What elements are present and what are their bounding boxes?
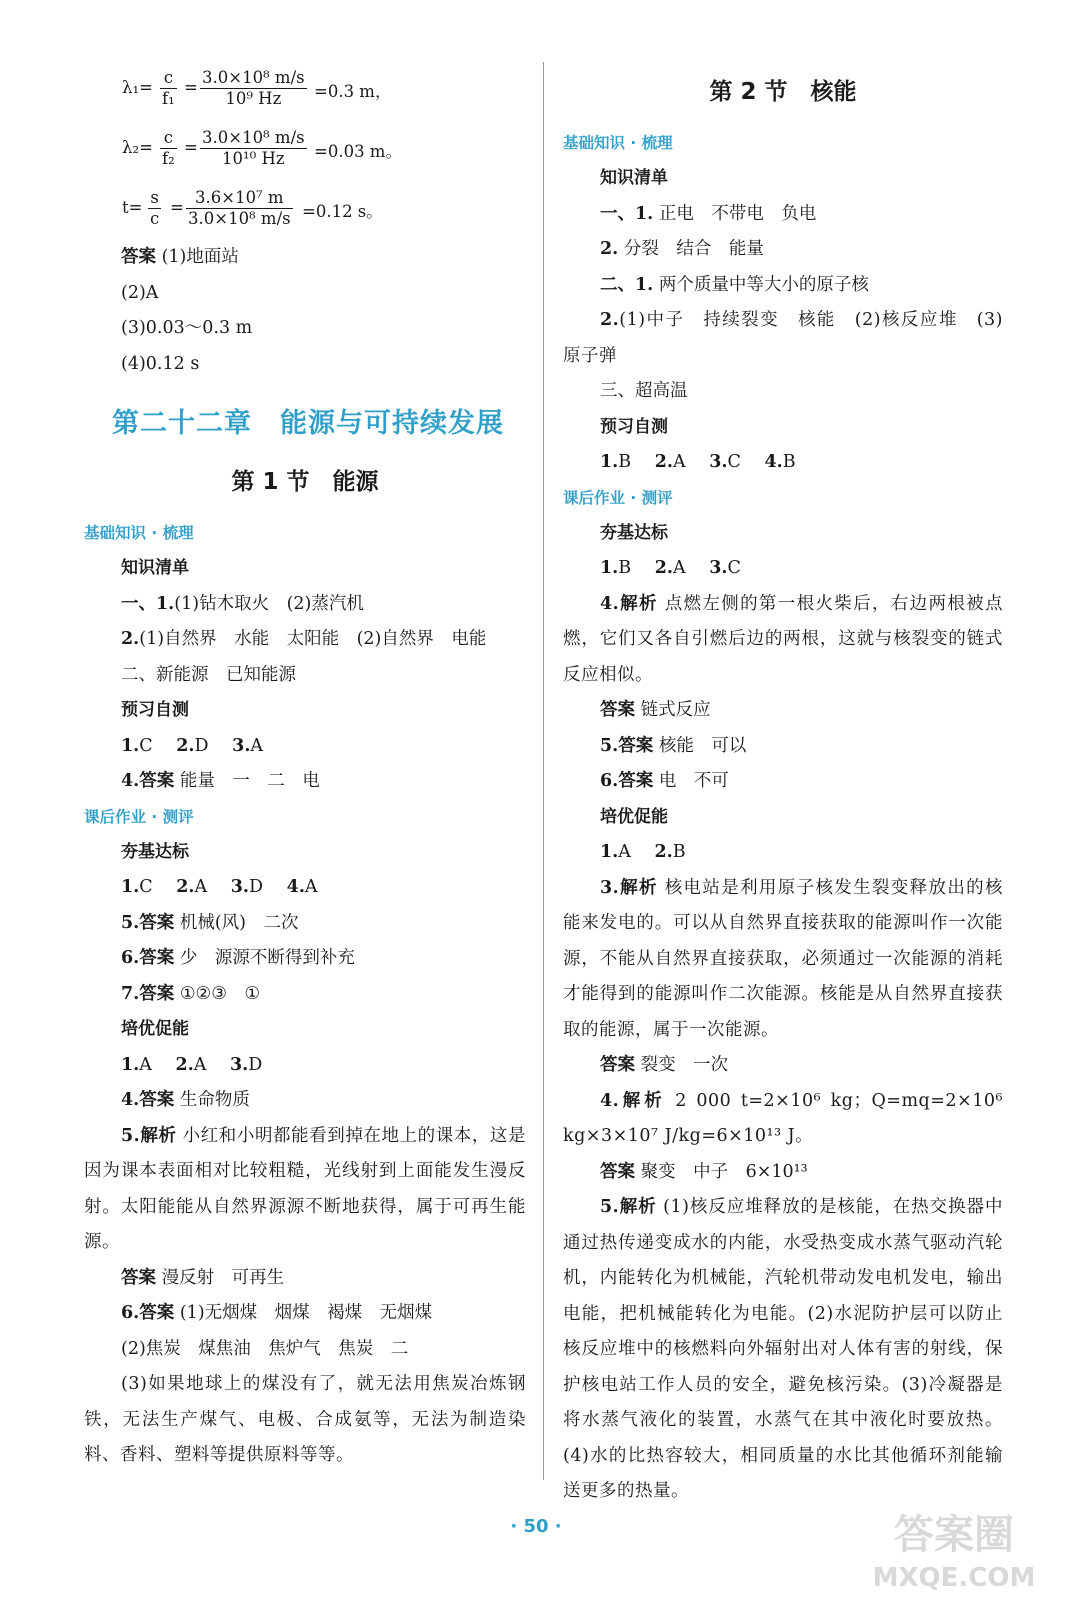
explanation-paragraph: (3)如果地球上的煤没有了，就无法用焦炭冶炼钢铁，无法生产煤气、电极、合成氨等，无法为制造染料、香料、塑料等提供原料等等。 xyxy=(84,1374,526,1465)
subheading: 知识清单 xyxy=(121,558,189,578)
fraction: $\frac{c}{\text{f₂}}$ xyxy=(162,128,175,168)
list-item: 6.答案 少 源源不断得到补充 xyxy=(121,948,355,968)
answer-line: (2)A xyxy=(121,282,159,303)
explanation-paragraph: 3.解析 核电站是利用原子核发生裂变释放出的核能来发电的。可以从自然界直接获取的能源叫作一次能源，不能从自然界直接获取，必须通过一次能源的消耗才能得到的能源叫作二次能源。核能是从自然界直接获取的能源，属于一次能源。 xyxy=(563,877,1003,1040)
list-item: 一、1. 正电 不带电 负电 xyxy=(600,203,817,224)
list-item: 答案 链式反应 xyxy=(600,700,711,720)
section-title: 第 1 节 能源 xyxy=(231,469,379,495)
answer-line: (4)0.12 s xyxy=(121,353,200,374)
list-item: 4.答案 能量 一 二 电 xyxy=(121,771,320,791)
answer-line: 答案 (1)地面站 xyxy=(121,247,239,267)
fraction: $\frac{c}{\text{f₁}}$ xyxy=(162,68,175,108)
list-item: 6.答案 (1)无烟煤 烟煤 褐煤 无烟煤 xyxy=(121,1303,433,1323)
chapter-title: 第二十二章 能源与可持续发展 xyxy=(112,408,504,439)
list-item: 6.答案 电 不可 xyxy=(600,771,729,791)
explanation-paragraph: 4.解析 点燃左侧的第一根火柴后，右边两根被点燃，它们又各自引燃后边的两根，这就与核裂变的链式反应相似。 xyxy=(563,593,1003,685)
subheading: 夯基达标 xyxy=(121,841,189,862)
answer-row: 1.A 2.B xyxy=(600,842,686,862)
list-item: 答案 裂变 一次 xyxy=(600,1055,729,1075)
list-item: 4.答案 生命物质 xyxy=(121,1090,250,1110)
watermark-text: 答案圈 xyxy=(894,1512,1014,1558)
subheading: 夯基达标 xyxy=(600,522,668,543)
watermark-url: MXQE.COM xyxy=(872,1563,1036,1593)
list-item: 答案 漫反射 可再生 xyxy=(121,1267,285,1288)
subheading: 预习自测 xyxy=(600,416,668,437)
subheading: 培优促能 xyxy=(600,806,668,827)
fraction: $\frac{\text{3.6×10⁷ m}}{\text{3.0×10⁸ m/s}}$ xyxy=(188,188,291,228)
list-item: 答案 聚变 中子 6×10¹³ xyxy=(600,1161,808,1182)
explanation-paragraph: 5.解析 (1)核反应堆释放的是核能，在热交换器中通过热传递变成水的内能，水受热变成水蒸气驱动汽轮机，内能转化为机械能，汽轮机带动发电机发电，输出电能，把机械能转化为电能。(2)水泥防护层可以防止核反应堆中的核燃料向外辐射出对人体有害的射线，保护核电站工作人员的安全，避免核污染。(3)冷凝器是将水蒸气液化的装置，水蒸气在其中液化时要放热。(4)水的比热容较大，相同质量的水比其他循环剂能输送更多的热量。 xyxy=(563,1197,1003,1501)
section-heading: 基础知识 · 梳理 xyxy=(84,524,194,542)
explanation-paragraph: 5.解析 小红和小明都能看到掉在地上的课本，这是因为课本表面相对比较粗糙，光线射到上面能发生漫反射。太阳能能从自然界源源不断地获得，属于可再生能源。 xyxy=(84,1125,526,1252)
list-item: 2.(1)中子 持续裂变 核能 (2)核反应堆 (3)原子弹 xyxy=(563,310,1003,366)
explanation-paragraph: 4.解析 2 000 t=2×10⁶ kg；Q=mq=2×10⁶ kg×3×10⁷ J/kg=6×10¹³ J。 xyxy=(563,1090,1003,1146)
answer-row: 1.C 2.A 3.D 4.A xyxy=(121,877,318,897)
section-title: 第 2 节 核能 xyxy=(709,79,857,105)
list-item: 7.答案 ①②③ ① xyxy=(121,983,261,1004)
subheading: 培优促能 xyxy=(121,1019,189,1039)
fraction: $\frac{s}{c}$ xyxy=(150,188,160,228)
equation-lambda1: λ₁= $\frac{c}{\text{f₁}}$ = $\frac{\text{3.0×10⁸ m/s}}{\text{10⁹ Hz}}$ =0.3 m， xyxy=(122,68,392,108)
watermark-logo xyxy=(854,1500,1054,1596)
answer-row: 1.B 2.A 3.C xyxy=(600,558,741,578)
section-heading: 基础知识 · 梳理 xyxy=(563,134,673,152)
column-divider xyxy=(543,62,544,1480)
left-column xyxy=(84,60,526,1474)
fraction: $\frac{\text{3.0×10⁸ m/s}}{\text{10¹⁰ Hz}}$ xyxy=(202,128,305,168)
equation-lambda2: λ₂= $\frac{c}{\text{f₂}}$ = $\frac{\text{3.0×10⁸ m/s}}{\text{10¹⁰ Hz}}$ =0.03 m。 xyxy=(122,128,402,168)
eq-lhs: λ₁= xyxy=(122,78,153,97)
list-item: 5.答案 核能 可以 xyxy=(600,735,747,756)
list-item: 2. 分裂 结合 能量 xyxy=(600,239,764,259)
list-item: 二、1. 两个质量中等大小的原子核 xyxy=(600,274,869,295)
answer-row: 1.A 2.A 3.D xyxy=(121,1054,263,1075)
subheading: 预习自测 xyxy=(121,700,189,720)
list-item: 一、1.(1)钻木取火 (2)蒸汽机 xyxy=(121,593,364,614)
list-item: (2)焦炭 煤焦油 焦炉气 焦炭 二 xyxy=(121,1338,409,1359)
subheading: 知识清单 xyxy=(600,168,668,188)
list-item: 2.(1)自然界 水能 太阳能 (2)自然界 电能 xyxy=(121,629,487,649)
list-item: 二、新能源 已知能源 xyxy=(121,664,296,685)
list-item: 5.答案 机械(风) 二次 xyxy=(121,912,299,933)
fraction: $\frac{\text{3.0×10⁸ m/s}}{\text{10⁹ Hz}}$ xyxy=(202,68,305,108)
page-number: · 50 · xyxy=(510,1516,562,1537)
equation-t: t= $\frac{s}{c}$ = $\frac{\text{3.6×10⁷ m}}{\text{3.0×10⁸ m/s}}$ =0.12 s。 xyxy=(122,188,383,228)
section-heading: 课后作业 · 测评 xyxy=(84,807,194,826)
answer-row: 1.B 2.A 3.C 4.B xyxy=(600,452,796,472)
answer-line: (3)0.03～0.3 m xyxy=(121,318,253,338)
list-item: 三、超高温 xyxy=(600,381,688,401)
right-column xyxy=(563,60,1003,1510)
section-heading: 课后作业 · 测评 xyxy=(563,488,673,507)
answer-row: 1.C 2.D 3.A xyxy=(121,735,264,756)
